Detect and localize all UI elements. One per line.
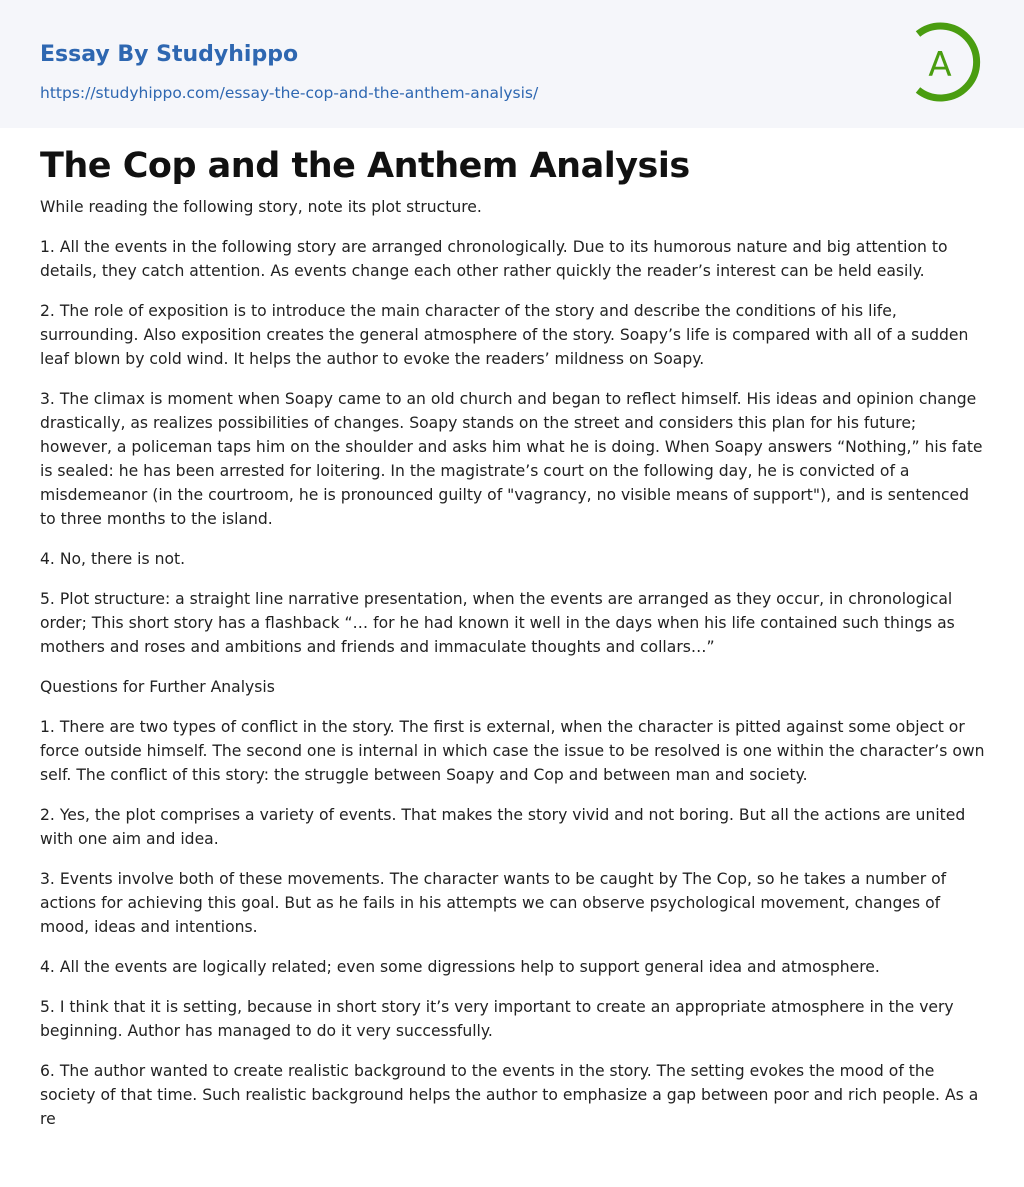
essay-url-link[interactable]: https://studyhippo.com/essay-the-cop-and-the-anthem-analysis/ — [40, 84, 539, 102]
paragraph: 2. Yes, the plot comprises a variety of events. That makes the story vivid and not boring. But all the actions are united with one aim and idea. — [40, 806, 966, 848]
essay-body — [40, 195, 985, 1147]
paragraph: 1. There are two types of conflict in the story. The first is external, when the character is pitted against some object or force outside himself. The second one is internal in which case the issue to be resolved is one within the character’s own self. The conflict of this story: the struggle between Soapy and Cop and between man and society. — [40, 718, 985, 784]
paragraph: 4. No, there is not. — [40, 550, 186, 568]
brand-title: Essay By Studyhippo — [40, 42, 299, 67]
paragraph: 5. Plot structure: a straight line narrative presentation, when the events are arranged as they occur, in chronological order; This short story has a flashback “… for he had known it well in the days when his life contained such things as mothers and roses and ambitions and friends and immaculate thoughts and collars…” — [40, 590, 955, 656]
site-header — [0, 0, 1024, 128]
paragraph: While reading the following story, note its plot structure. — [40, 198, 482, 216]
page-title: The Cop and the Anthem Analysis — [40, 146, 690, 186]
paragraph: 2. The role of exposition is to introduce the main character of the story and describe the conditions of his life, surrounding. Also exposition creates the general atmosphere of the story. Soapy’s life is compared with all of a sudden leaf blown by cold wind. It helps the author to evoke the readers’ mildness on Soapy. — [40, 302, 969, 368]
section-heading: Questions for Further Analysis — [40, 678, 275, 696]
paragraph: 1. All the events in the following story are arranged chronologically. Due to its humorous nature and big attention to details, they catch attention. As events change each other rather quickly the reader’s interest can be held easily. — [40, 238, 948, 280]
paragraph: 3. Events involve both of these movements. The character wants to be caught by The Cop, so he takes a number of actions for achieving this goal. But as he fails in his attempts we can observe psychological movement, changes of mood, ideas and intentions. — [40, 870, 947, 936]
paragraph: 3. The climax is moment when Soapy came to an old church and began to reflect himself. His ideas and opinion change drastically, as realizes possibilities of changes. Soapy stands on the street and considers this plan for his future; however, a policeman taps him on the shoulder and asks him what he is doing. When Soapy answers “Nothing,” his fate is sealed: he has been arrested for loitering. In the magistrate’s court on the following day, he is convicted of a misdemeanor (in the courtroom, he is pronounced guilty of "vagrancy, no visible means of support"), and is sentenced to three months to the island. — [40, 390, 983, 528]
paragraph: 6. The author wanted to create realistic background to the events in the story. The setting evokes the mood of the society of that time. Such realistic background helps the author to emphasize a gap between poor and rich people. As a re — [40, 1062, 979, 1128]
paragraph: 4. All the events are logically related; even some digressions help to support general idea and atmosphere. — [40, 958, 880, 976]
paragraph: 5. I think that it is setting, because in short story it’s very important to create an appropriate atmosphere in the very beginning. Author has managed to do it very successfully. — [40, 998, 954, 1040]
studyhippo-logo-icon[interactable] — [912, 20, 986, 104]
svg-text:A: A — [928, 45, 952, 85]
